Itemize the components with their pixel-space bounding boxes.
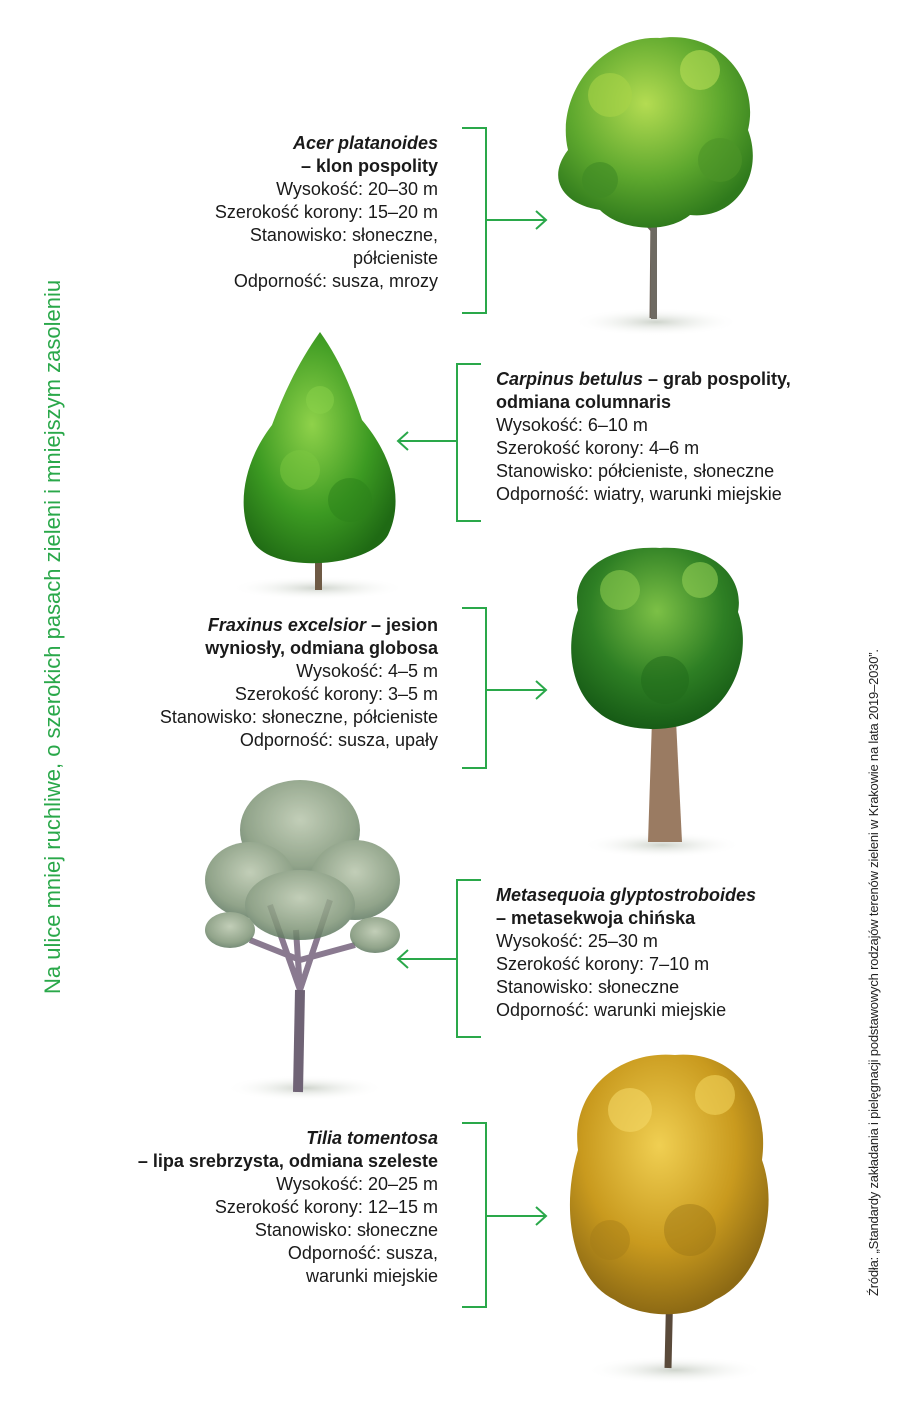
tree-fraxinus <box>571 548 743 858</box>
site-line: Stanowisko: słoneczne, <box>249 225 438 245</box>
resistance-line-2: warunki miejskie <box>305 1266 438 1286</box>
info-tilia <box>80 1127 438 1288</box>
tree-tilia <box>570 1055 769 1384</box>
crown-line: Szerokość korony: 12–15 m <box>214 1197 438 1217</box>
common-name: – jesion <box>365 615 438 635</box>
site-line-2: półcieniste <box>352 248 438 268</box>
info-acer <box>160 132 438 293</box>
latin-name: Metasequoia glyptostroboides <box>496 885 757 905</box>
common-name: – klon pospolity <box>300 156 438 176</box>
site-line: Stanowisko: półcieniste, słoneczne <box>496 461 775 481</box>
latin-name: Tilia tomentosa <box>306 1128 438 1148</box>
info-carpinus <box>496 368 846 506</box>
site-line: Stanowisko: słoneczne <box>254 1220 438 1240</box>
common-name: – lipa srebrzysta, odmiana szeleste <box>137 1151 438 1171</box>
latin-name: Carpinus betulus <box>496 369 644 389</box>
info-metasequoia <box>496 884 846 1022</box>
crown-line: Szerokość korony: 15–20 m <box>214 202 438 222</box>
height-line: Wysokość: 25–30 m <box>496 931 658 951</box>
resistance-line: Odporność: susza, <box>287 1243 438 1263</box>
resistance-line: Odporność: warunki miejskie <box>496 1000 727 1020</box>
common-name-2: wyniosły, odmiana globosa <box>205 638 438 658</box>
crown-line: Szerokość korony: 7–10 m <box>496 954 710 974</box>
latin-name: Fraxinus excelsior <box>207 615 366 635</box>
height-line: Wysokość: 6–10 m <box>496 415 648 435</box>
crown-line: Szerokość korony: 4–6 m <box>496 438 700 458</box>
height-line: Wysokość: 20–30 m <box>276 179 438 199</box>
common-name: – grab pospolity, <box>643 369 791 389</box>
crown-line: Szerokość korony: 3–5 m <box>234 684 438 704</box>
latin-name: Acer platanoides <box>292 133 438 153</box>
resistance-line: Odporność: wiatry, warunki miejskie <box>496 484 782 504</box>
side-title: Na ulice mniej ruchliwe, o szerokich pasach zieleni i mniejszym zasoleniu <box>40 279 65 994</box>
height-line: Wysokość: 4–5 m <box>296 661 438 681</box>
source-note: Źródła: „Standardy zakładania i pielęgnacji podstawowych rodzajów terenów zieleni w Krakowie na lata 2019–2030”. <box>866 649 881 1296</box>
resistance-line: Odporność: susza, upały <box>239 730 438 750</box>
common-name-2: odmiana columnaris <box>496 392 672 412</box>
height-line: Wysokość: 20–25 m <box>276 1174 438 1194</box>
tree-acer <box>558 37 753 336</box>
site-line: Stanowisko: słoneczne <box>496 977 680 997</box>
info-fraxinus <box>100 614 438 752</box>
common-name: – metasekwoja chińska <box>496 908 696 928</box>
tree-carpinus <box>230 332 406 600</box>
site-line: Stanowisko: słoneczne, półcieniste <box>159 707 438 727</box>
resistance-line: Odporność: susza, mrozy <box>233 271 438 291</box>
tree-metasequoia <box>205 780 400 1101</box>
